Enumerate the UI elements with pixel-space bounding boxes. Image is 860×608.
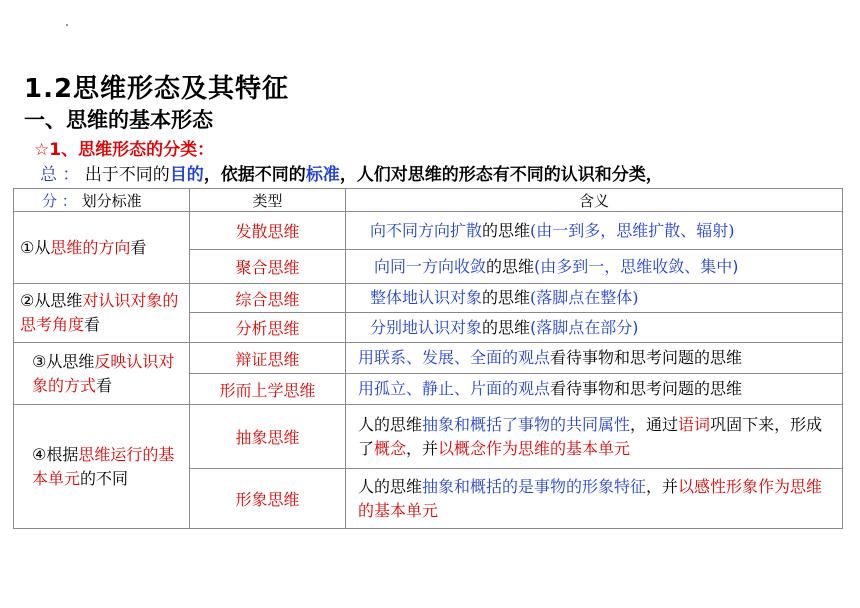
meaning-imagery: 人的思维抽象和概括的是事物的形象特征，并以感性形象作为思维的基本单元 xyxy=(346,469,843,529)
intro-text-1: 出于不同的 xyxy=(84,165,170,185)
intro-line xyxy=(40,160,663,185)
header-meaning: 含义 xyxy=(346,189,843,212)
type-analytic: 分析思维 xyxy=(190,313,346,343)
meaning-convergent: 向同一方向收敛的思维(由多到一，思维收敛、集中) xyxy=(346,250,843,284)
header-criteria-label: 划分标准 xyxy=(81,191,142,210)
meaning-divergent: 向不同方向扩散的思维(由一到多，思维扩散、辐射) xyxy=(346,212,843,250)
type-divergent: 发散思维 xyxy=(190,212,346,250)
type-convergent: 聚合思维 xyxy=(190,250,346,284)
header-type: 类型 xyxy=(190,189,346,212)
type-dialectical: 辩证思维 xyxy=(190,343,346,374)
type-metaphysical: 形而上学思维 xyxy=(190,374,346,405)
criteria-cell-angle: ②从思维对认识对象的思考角度看 xyxy=(14,284,190,343)
meaning-synthetic: 整体地认识对象的思维(落脚点在整体) xyxy=(346,284,843,313)
intro-keyword-purpose: 目的 xyxy=(169,165,204,185)
criteria-cell-direction: ①从思维的方向看 xyxy=(14,212,190,284)
classification-table xyxy=(13,188,843,529)
subsection-heading: ☆1、思维形态的分类： xyxy=(34,140,215,160)
section-heading: 一、思维的基本形态 xyxy=(24,108,213,132)
table-row xyxy=(14,405,843,469)
criteria-cell-reflection: ③从思维反映认识对象的方式看 xyxy=(14,343,190,405)
intro-text-3: ，人们对思维的形态有不同的认识和分类， xyxy=(339,165,663,185)
table-row xyxy=(14,284,843,313)
type-imagery: 形象思维 xyxy=(190,469,346,529)
meaning-analytic: 分别地认识对象的思维(落脚点在部分) xyxy=(346,313,843,343)
page-title: 1.2思维形态及其特征 xyxy=(24,74,290,104)
meaning-abstract: 人的思维抽象和概括了事物的共同属性，通过语词巩固下来，形成了概念，并以概念作为思维的基本单元 xyxy=(346,405,843,469)
table-header-row xyxy=(14,189,843,212)
table-row xyxy=(14,343,843,374)
type-synthetic: 综合思维 xyxy=(190,284,346,313)
meaning-metaphysical: 用孤立、静止、片面的观点看待事物和思考问题的思维 xyxy=(346,374,843,405)
intro-prefix: 总 ： xyxy=(40,165,80,185)
type-abstract: 抽象思维 xyxy=(190,405,346,469)
intro-keyword-standard: 标准 xyxy=(305,165,340,185)
header-criteria xyxy=(14,189,190,212)
intro-text-2: ，依据不同的 xyxy=(203,165,306,185)
criteria-cell-unit: ④根据思维运行的基本单元的不同 xyxy=(14,405,190,529)
decorative-dot xyxy=(66,24,68,26)
table-row xyxy=(14,212,843,250)
header-fen: 分 ： xyxy=(42,191,77,210)
meaning-dialectical: 用联系、发展、全面的观点看待事物和思考问题的思维 xyxy=(346,343,843,374)
